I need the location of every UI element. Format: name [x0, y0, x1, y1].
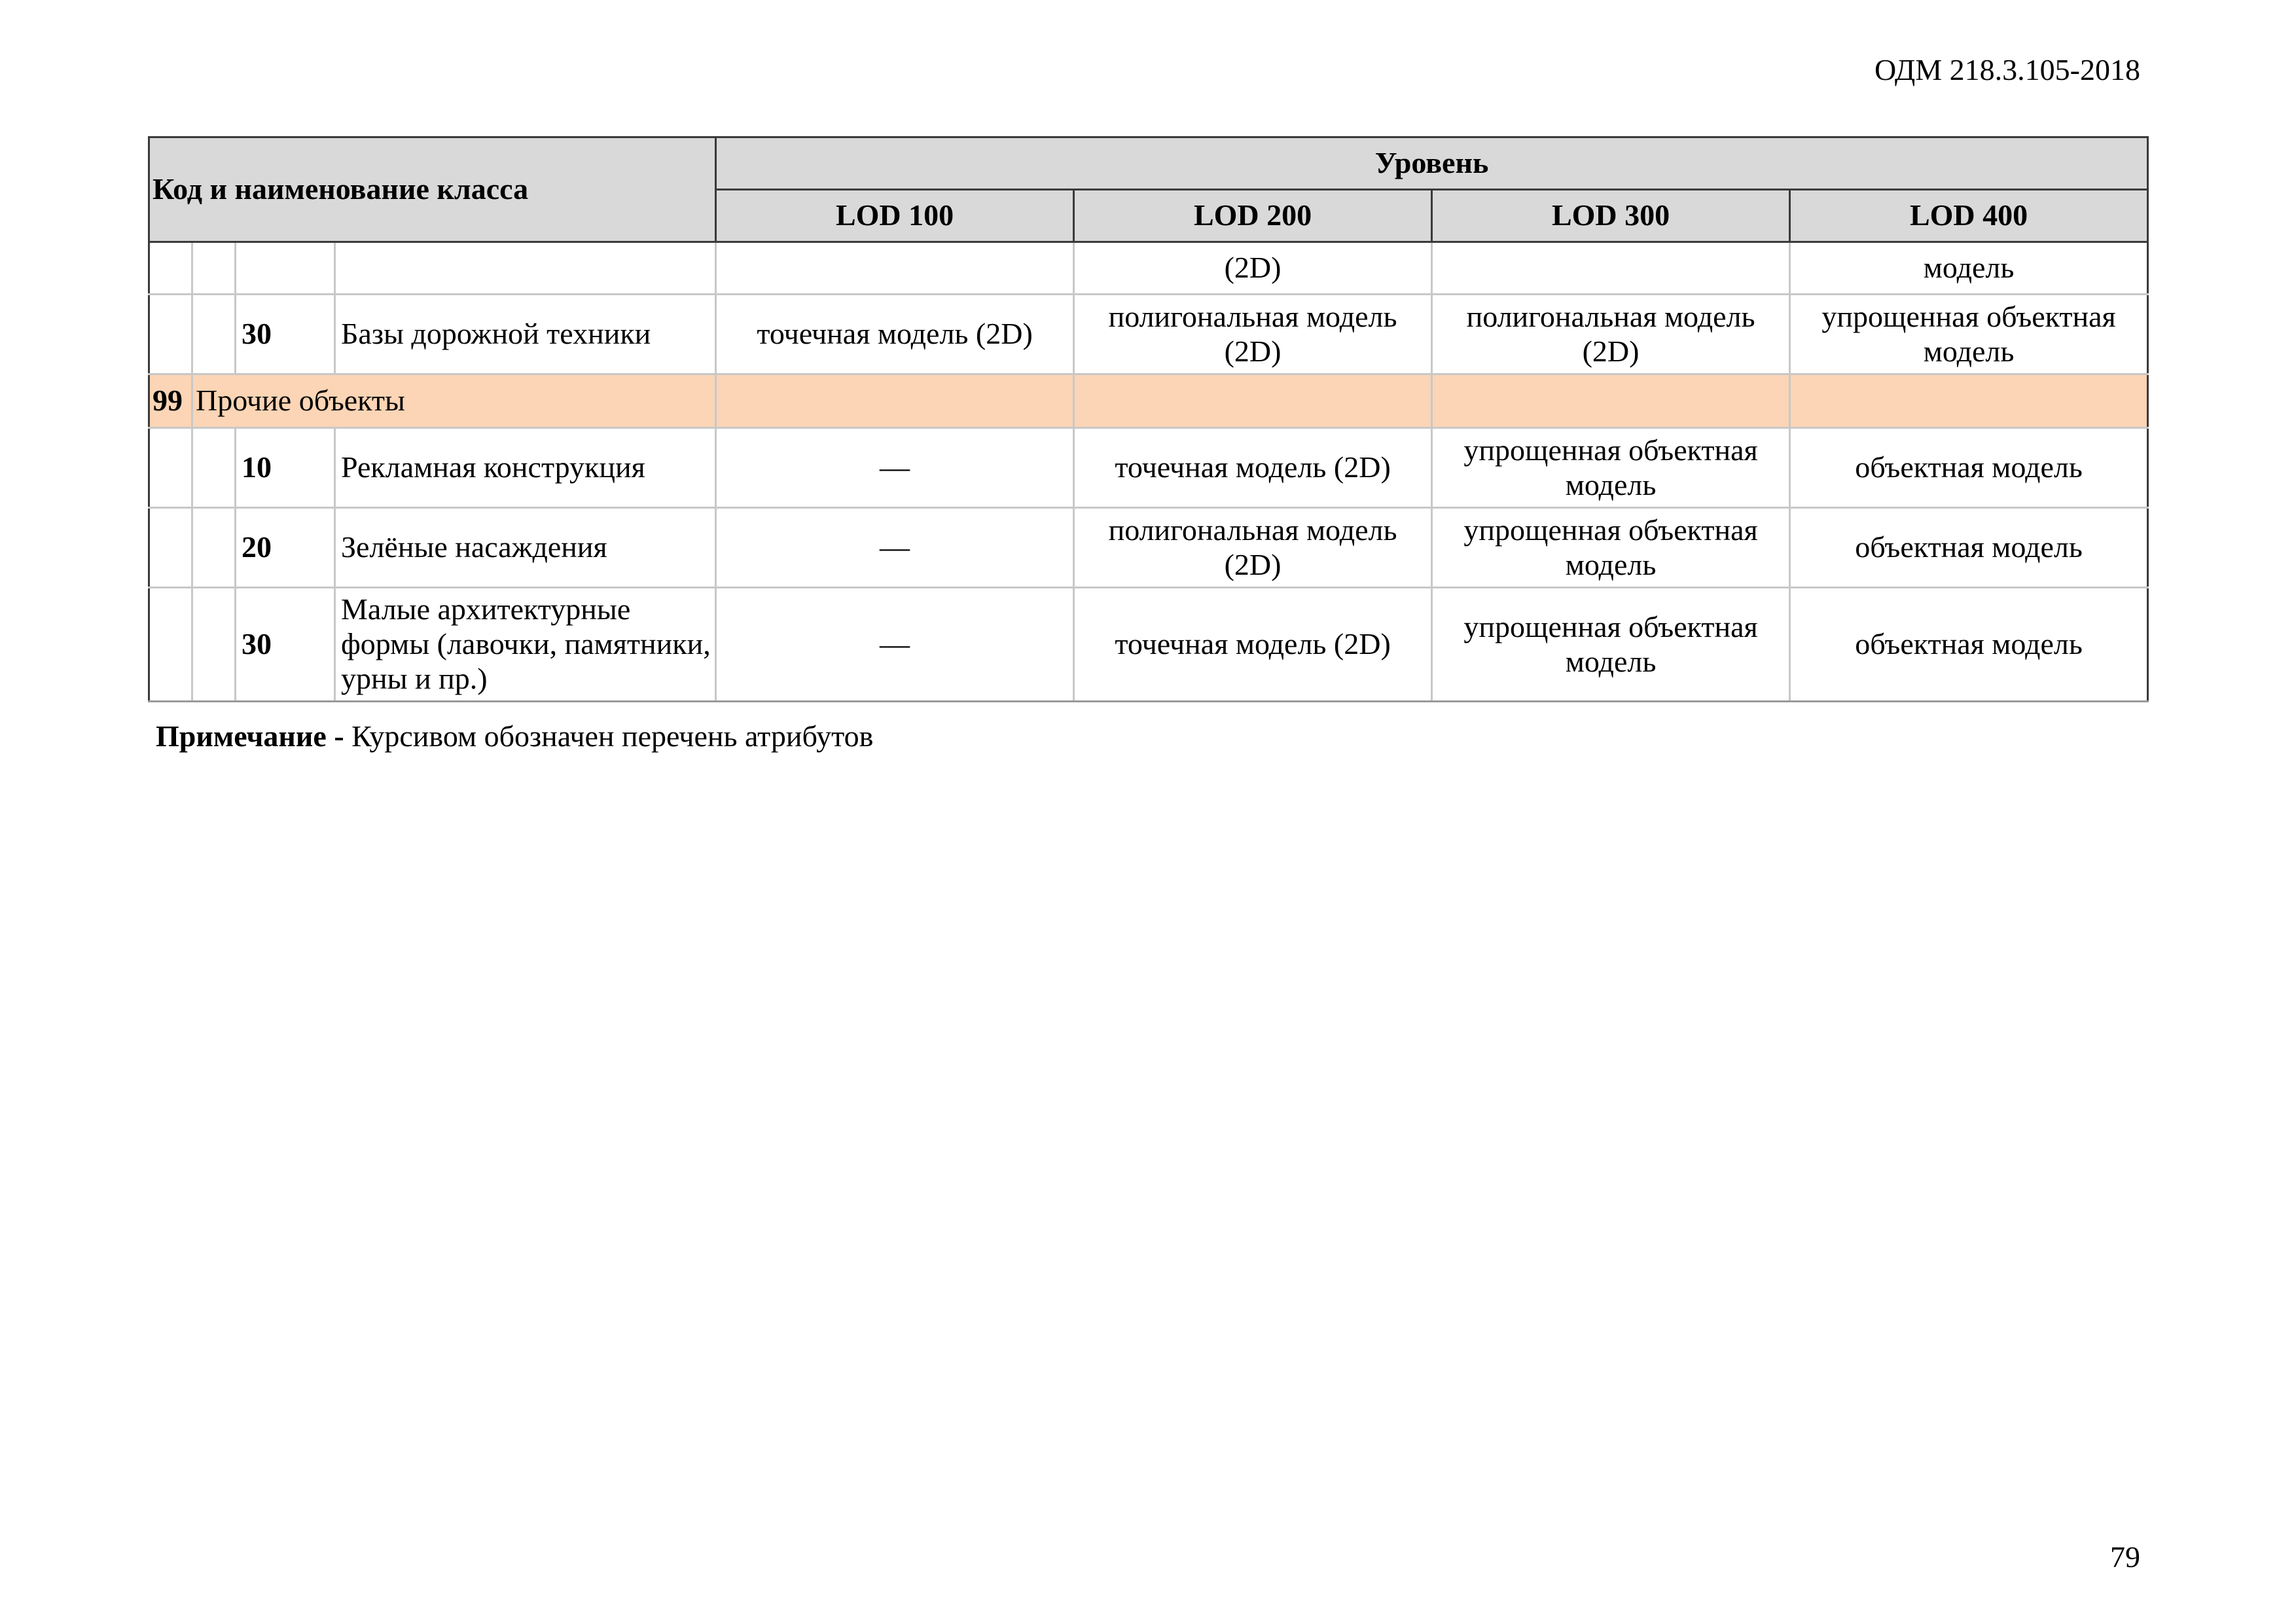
cell-lod100: —: [716, 428, 1074, 508]
cell-lod200: точечная модель (2D): [1074, 588, 1432, 702]
table-note: [156, 719, 873, 753]
class-code: 20: [236, 508, 335, 588]
lod400-header: LOD 400: [1790, 190, 2148, 242]
class-name: Малые архитектурные формы (лавочки, памятники, урны и пр.): [335, 588, 716, 702]
lod300-header: LOD 300: [1432, 190, 1790, 242]
note-label: Примечание -: [156, 719, 344, 753]
cell-lod200: полигональная модель (2D): [1074, 508, 1432, 588]
class-name: Зелёные насаждения: [335, 508, 716, 588]
class-code: 30: [236, 588, 335, 702]
cell-lod400: модель: [1790, 242, 2148, 295]
cell-lod100: точечная модель (2D): [716, 295, 1074, 374]
group-code: 99: [149, 374, 192, 428]
table-row-small-forms: [149, 588, 2148, 702]
cell-lod400: объектная модель: [1790, 508, 2148, 588]
cell-lod100: —: [716, 588, 1074, 702]
class-code: 30: [236, 295, 335, 374]
class-column-header: Код и наименование класса: [149, 137, 716, 242]
cell-lod300: упрощенная объектная модель: [1432, 588, 1790, 702]
class-name: Рекламная конструкция: [335, 428, 716, 508]
lod100-header: LOD 100: [716, 190, 1074, 242]
page-number: 79: [2110, 1540, 2140, 1574]
lod200-header: LOD 200: [1074, 190, 1432, 242]
cell-lod100: [716, 242, 1074, 295]
cell-lod200: полигональная модель (2D): [1074, 295, 1432, 374]
cell-lod400: объектная модель: [1790, 428, 2148, 508]
cell-lod100: —: [716, 508, 1074, 588]
cell-lod200: (2D): [1074, 242, 1432, 295]
cell-lod300: полигональная модель (2D): [1432, 295, 1790, 374]
cell-lod400: упрощенная объектная модель: [1790, 295, 2148, 374]
cell-lod200: точечная модель (2D): [1074, 428, 1432, 508]
document-code: ОДМ 218.3.105-2018: [1874, 53, 2140, 86]
group-name: Прочие объекты: [192, 374, 716, 428]
level-header: Уровень: [716, 137, 2148, 190]
table-row-continuation: [149, 242, 2148, 295]
table-row-group-other: [149, 374, 2148, 428]
cell-lod300: [1432, 242, 1790, 295]
table-row-green: [149, 508, 2148, 588]
class-code: 10: [236, 428, 335, 508]
cell-lod400: объектная модель: [1790, 588, 2148, 702]
note-text: Курсивом обозначен перечень атрибутов: [344, 719, 874, 753]
lod-classification-table: [148, 136, 2149, 702]
class-name: Базы дорожной техники: [335, 295, 716, 374]
table-row-ad: [149, 428, 2148, 508]
cell-lod300: упрощенная объектная модель: [1432, 428, 1790, 508]
cell-lod300: упрощенная объектная модель: [1432, 508, 1790, 588]
table-row-bases: [149, 295, 2148, 374]
